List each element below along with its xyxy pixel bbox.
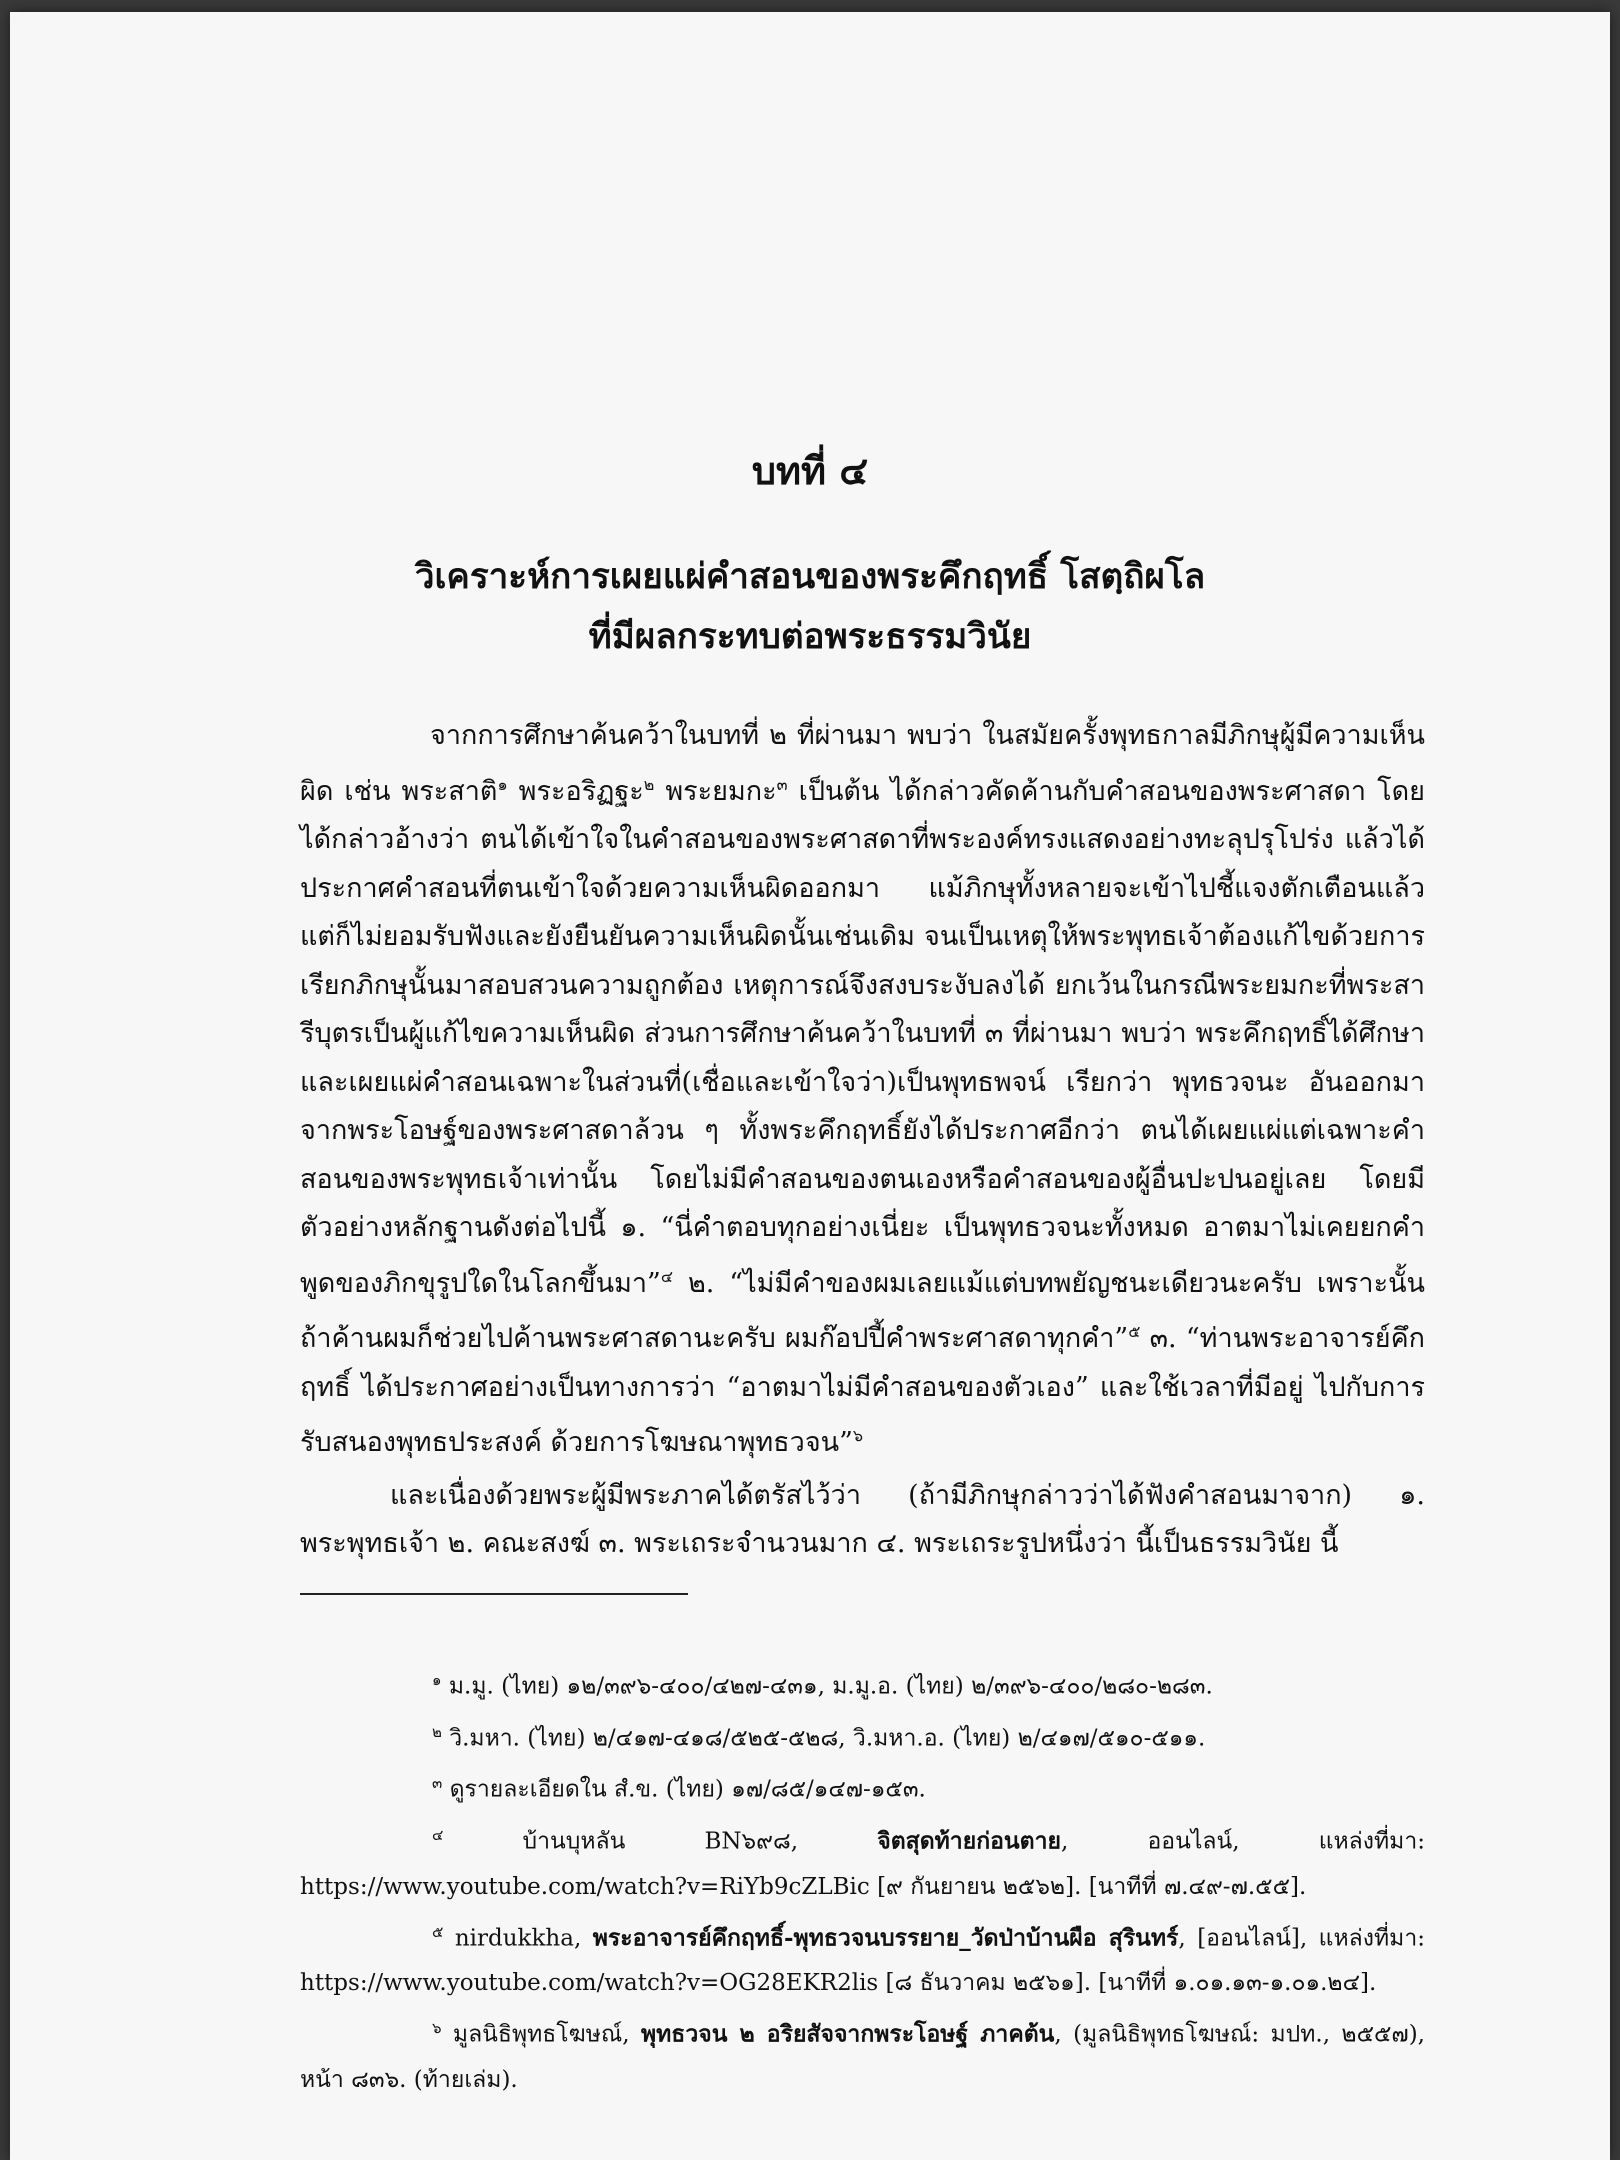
footnote-6-number: ๖ [432, 2019, 442, 2038]
footnote-6-prefix: มูลนิธิพุทธโฆษณ์, [441, 2021, 641, 2048]
footnote-6-title: พุทธวจน ๒ อริยสัจจากพระโอษฐ์ ภาคต้น [640, 2020, 1055, 2048]
footnote-4-number: ๔ [432, 1825, 444, 1844]
footnote-1-number: ๑ [432, 1671, 442, 1689]
document-page [10, 12, 1610, 2160]
footnote-5-suffix: , [ออนไลน์], แหล่งที่มา: https://www.youtube.com/watch?v=OG28EKR2lis [๘ ธันวาคม ๒๕๖๑]. [นาทีที่ ๑.๐๑.๑๓-๑.๐๑.๒๔]. [300, 1925, 1425, 1997]
paragraph-1 [300, 712, 1425, 1468]
footnote-4-title: จิตสุดท้ายก่อนตาย [877, 1827, 1061, 1855]
footnote-ref-6: ๖ [852, 1426, 864, 1445]
footnote-5-title: พระอาจารย์คึกฤทธิ์-พุทธวจนบรรยาย_วัดป่าบ้านผือ สุรินทร์ [592, 1924, 1179, 1952]
footnote-5 [300, 1910, 1425, 2007]
para1-text-6: ๓. “ท่านพระอาจารย์คึกฤทธิ์ ได้ประกาศอย่างเป็นทางการว่า “อาตมาไม่มีคำสอนของตัวเอง” และใช้เวลาที่มีอยู่ ไปกับการรับสนองพุทธประสงค์ ด้วยการโฆษณาพุทธวจน” [300, 1323, 1425, 1458]
para1-text-3: พระยมกะ [654, 775, 777, 807]
footnote-4-suffix: , ออนไลน์, แหล่งที่มา: https://www.youtube.com/watch?v=RiYb9cZLBic [๙ กันยายน ๒๕๖๒]. [นาทีที่ ๗.๔๙-๗.๕๕]. [300, 1828, 1425, 1900]
body-text [300, 712, 1425, 1569]
footnote-ref-5: ๕ [1128, 1322, 1141, 1341]
chapter-title-line-1: วิเคราะห์การเผยแผ่คำสอนของพระคึกฤทธิ์ โสตฺถิผโล [414, 556, 1206, 597]
para1-text-1: จากการศึกษาค้นคว้าในบทที่ ๒ ที่ผ่านมา พบว่า ในสมัยครั้งพุทธกาลมีภิกษุผู้มีความเห็นผิด เช่น พระสาติ [300, 720, 1425, 807]
chapter-title [10, 547, 1610, 667]
footnote-3 [300, 1761, 1425, 1813]
footnote-1-text: ม.มู. (ไทย) ๑๒/๓๙๖-๔๐๐/๔๒๗-๔๓๑, ม.มู.อ. (ไทย) ๒/๓๙๖-๔๐๐/๒๘๐-๒๘๓. [441, 1673, 1213, 1700]
footnote-ref-4: ๔ [660, 1266, 673, 1286]
para1-text-2: พระอริฏฐะ [507, 775, 644, 807]
footnote-2-number: ๒ [432, 1722, 442, 1741]
paragraph-2: และเนื่องด้วยพระผู้มีพระภาคได้ตรัสไว้ว่า (ถ้ามีภิกษุกล่าวว่าได้ฟังคำสอนมาจาก) ๑. พระพุทธเจ้า ๒. คณะสงฆ์ ๓. พระเถระจำนวนมาก ๔. พระเถระรูปหนึ่งว่า นี้เป็นธรรมวินัย นี้ [300, 1479, 1425, 1559]
footnote-ref-1: ๑ [497, 774, 508, 794]
footnote-ref-2: ๒ [643, 774, 655, 794]
footnote-2-text: วิ.มหา. (ไทย) ๒/๔๑๗-๔๑๘/๕๒๕-๕๒๘, วิ.มหา.อ. (ไทย) ๒/๔๑๗/๕๑๐-๕๑๑. [441, 1725, 1206, 1752]
para1-text-4: เป็นต้น ได้กล่าวคัดค้านกับคำสอนของพระศาสดา โดยได้กล่าวอ้างว่า ตนได้เข้าใจในคำสอนของพระศาสดาที่พระองค์ทรงแสดงอย่างทะลุปรุโปร่ง แล้วได้ประกาศคำสอนที่ตนเข้าใจด้วยความเห็นผิดออกมา แม้ภิกษุทั้งหลายจะเข้าไปชี้แจงตักเตือนแล้ว แต่ก็ไม่ยอมรับฟังและยังยืนยันความเห็นผิดนั้นเช่นเดิม จนเป็นเหตุให้พระพุทธเจ้าต้องแก้ไขด้วยการเรียกภิกษุนั้นมาสอบสวนความถูกต้อง เหตุการณ์จึงสงบระงับลงได้ ยกเว้นในกรณีพระยมกะที่พระสารีบุตรเป็นผู้แก้ไขความเห็นผิด ส่วนการศึกษาค้นคว้าในบทที่ ๓ ที่ผ่านมา พบว่า พระคึกฤทธิ์ได้ศึกษาและเผยแผ่คำสอนเฉพาะในส่วนที่(เชื่อและเข้าใจว่า)เป็นพุทธพจน์ เรียกว่า พุทธวจนะ อันออกมาจากพระโอษฐ์ของพระศาสดาล้วน ๆ ทั้งพระคึกฤทธิ์ยังได้ประกาศอีกว่า ตนได้เผยแผ่แต่เฉพาะคำสอนของพระพุทธเจ้าเท่านั้น โดยไม่มีคำสอนของตนเองหรือคำสอนของผู้อื่นปะปนอยู่เลย โดยมีตัวอย่างหลักฐานดังต่อไปนี้ ๑. “นี่คำตอบทุกอย่างเนี่ยะ เป็นพุทธวจนะทั้งหมด อาตมาไม่เคยยกคำพูดของภิกขุรูปใดในโลกขึ้นมา” [300, 775, 1425, 1299]
chapter-heading: บทที่ ๔ [751, 448, 869, 493]
footnote-6-suffix: , (มูลนิธิพุทธโฆษณ์: มปท., ๒๕๕๗), หน้า ๘๓๖. (ท้ายเล่ม). [300, 2021, 1425, 2093]
footnote-5-prefix: nirdukkha, [443, 1925, 593, 1952]
footnote-ref-3: ๓ [776, 774, 788, 794]
footnote-6 [300, 2006, 1425, 2103]
footnote-3-text: ดูรายละเอียดใน สํ.ข. (ไทย) ๑๗/๘๕/๑๔๗-๑๕๓. [442, 1776, 926, 1803]
footnote-2 [300, 1710, 1425, 1762]
para1-text-5: ๒. “ไม่มีคำของผมเลยแม้แต่บทพยัญชนะเดียวนะครับ เพราะนั้นถ้าค้านผมก็ช่วยไปค้านพระศาสดานะครับ ผมก๊อปปี้คำพระศาสดาทุกคำ” [300, 1267, 1425, 1354]
footnote-4-prefix: บ้านบุหลัน BN๖๙๘, [443, 1828, 878, 1855]
chapter-title-line-2: ที่มีผลกระทบต่อพระธรรมวินัย [588, 616, 1032, 657]
footnotes [300, 1658, 1425, 2103]
footnote-5-number: ๕ [432, 1922, 444, 1941]
footnote-1 [300, 1658, 1425, 1710]
footnote-3-number: ๓ [432, 1774, 443, 1793]
footnote-separator [300, 1593, 688, 1595]
footnote-4 [300, 1813, 1425, 1910]
